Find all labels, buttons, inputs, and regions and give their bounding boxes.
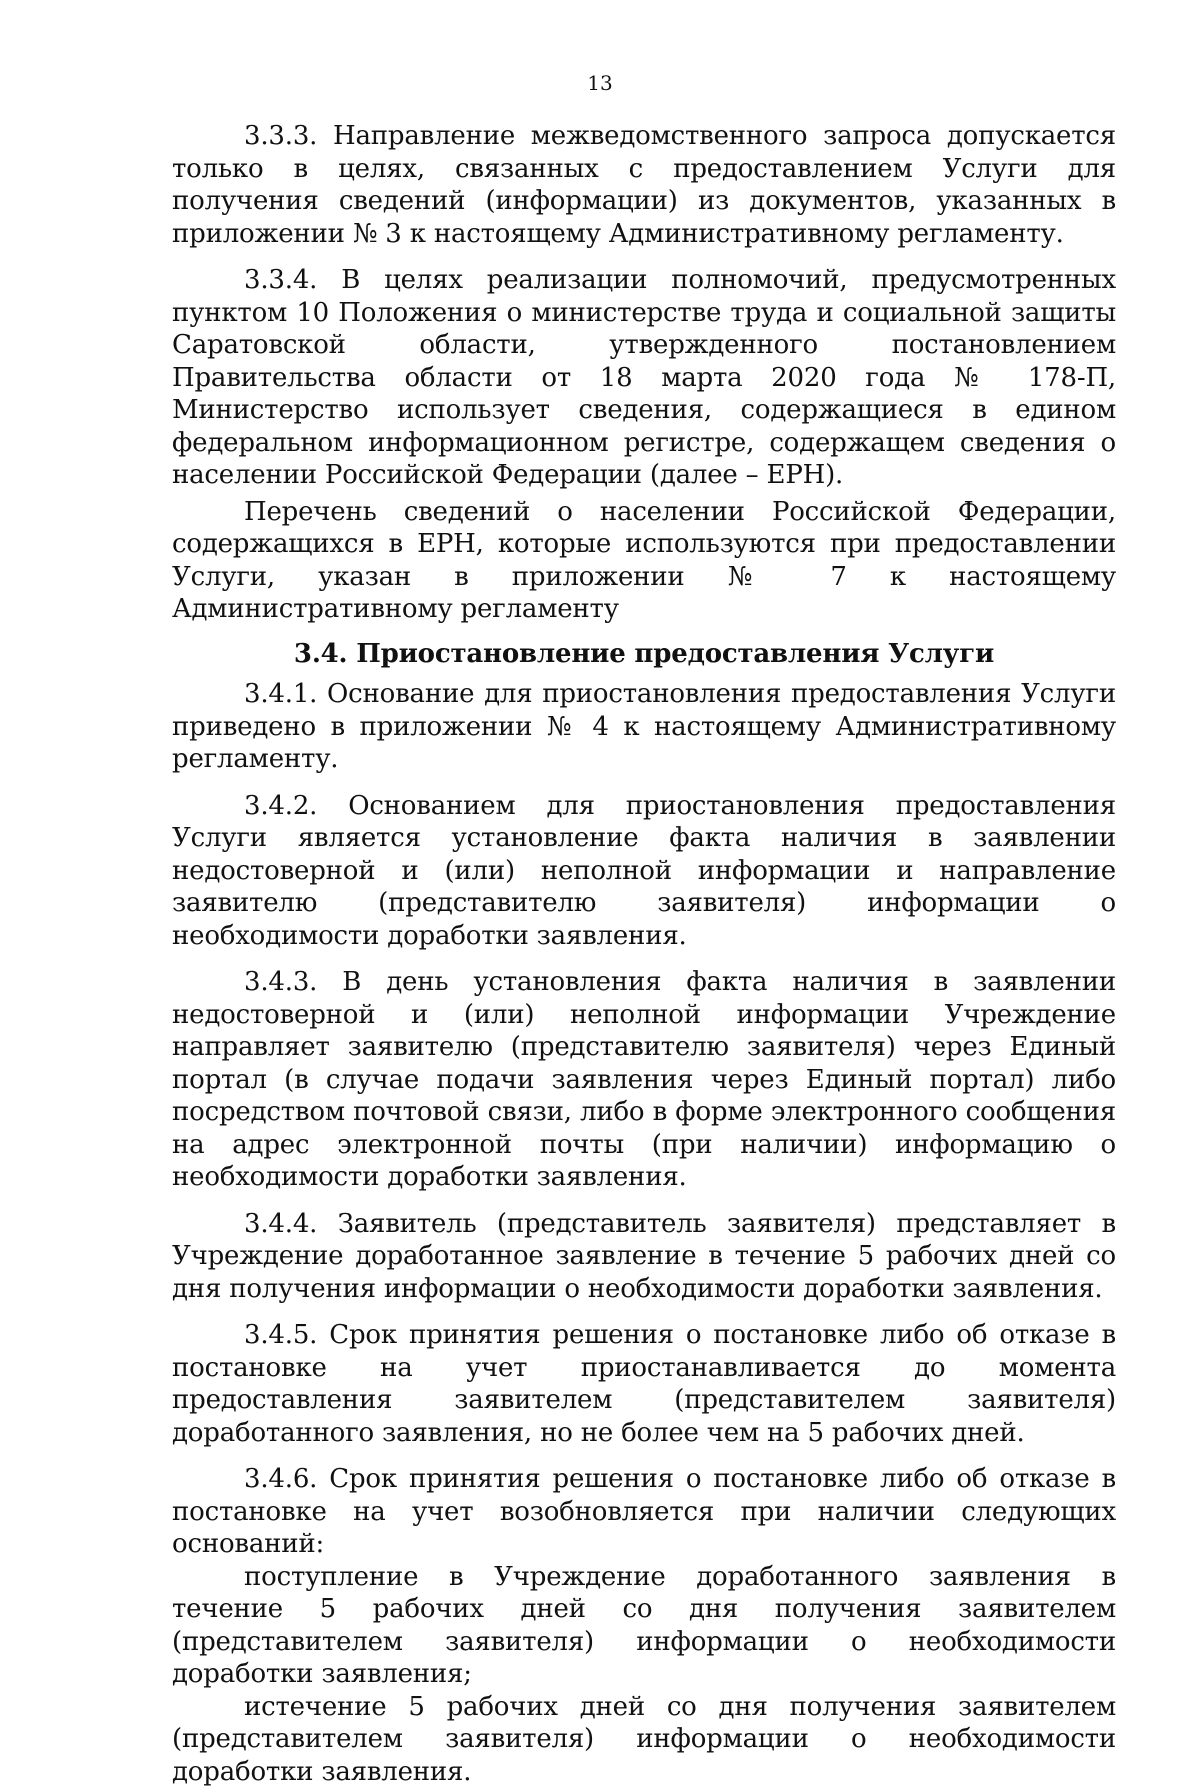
page-number: 13 (0, 70, 1200, 96)
paragraph-ern-list: Перечень сведений о населении Российской Федерации, содержащихся в ЕРН, которые используются при предоставлении Услуги, указан в приложении № 7 к настоящему Административному регламенту (172, 496, 1116, 626)
paragraph-3-4-3: 3.4.3. В день установления факта наличия в заявлении недостоверной и (или) неполной информации Учреждение направляет заявителю (представителю заявителя) через Единый портал (в случае подачи заявления через Единый портал) либо посредством почтовой связи, либо в форме электронного сообщения на адрес электронной почты (при наличии) информацию о необходимости доработки заявления. (172, 966, 1116, 1194)
paragraph-3-3-4: 3.3.4. В целях реализации полномочий, предусмотренных пунктом 10 Положения о министерстве труда и социальной защиты Саратовской области, утвержденного постановлением Правительства области от 18 марта 2020 года № 178-П, Министерство использует сведения, содержащиеся в едином федеральном информационном регистре, содержащем сведения о населении Российской Федерации (далее – ЕРН). (172, 264, 1116, 492)
document-body (172, 120, 1116, 1788)
paragraph-resume-reason-2: истечение 5 рабочих дней со дня получения заявителем (представителем заявителя) информации о необходимости доработки заявления. (172, 1691, 1116, 1788)
paragraph-3-4-1: 3.4.1. Основание для приостановления предоставления Услуги приведено в приложении № 4 к настоящему Административному регламенту. (172, 678, 1116, 776)
paragraph-3-4-4: 3.4.4. Заявитель (представитель заявителя) представляет в Учреждение доработанное заявление в течение 5 рабочих дней со дня получения информации о необходимости доработки заявления. (172, 1208, 1116, 1306)
paragraph-3-3-3: 3.3.3. Направление межведомственного запроса допускается только в целях, связанных с предоставлением Услуги для получения сведений (информации) из документов, указанных в приложении № 3 к настоящему Административному регламенту. (172, 120, 1116, 250)
section-heading-3-4: 3.4. Приостановление предоставления Услуги (172, 638, 1116, 671)
paragraph-3-4-6: 3.4.6. Срок принятия решения о постановке либо об отказе в постановке на учет возобновляется при наличии следующих оснований: (172, 1463, 1116, 1561)
paragraph-3-4-5: 3.4.5. Срок принятия решения о постановке либо об отказе в постановке на учет приостанавливается до момента предоставления заявителем (представителем заявителя) доработанного заявления, но не более чем на 5 рабочих дней. (172, 1319, 1116, 1449)
paragraph-3-4-2: 3.4.2. Основанием для приостановления предоставления Услуги является установление факта наличия в заявлении недостоверной и (или) неполной информации и направление заявителю (представителю заявителя) информации о необходимости доработки заявления. (172, 790, 1116, 953)
paragraph-resume-reason-1: поступление в Учреждение доработанного заявления в течение 5 рабочих дней со дня получения заявителем (представителем заявителя) информации о необходимости доработки заявления; (172, 1561, 1116, 1691)
